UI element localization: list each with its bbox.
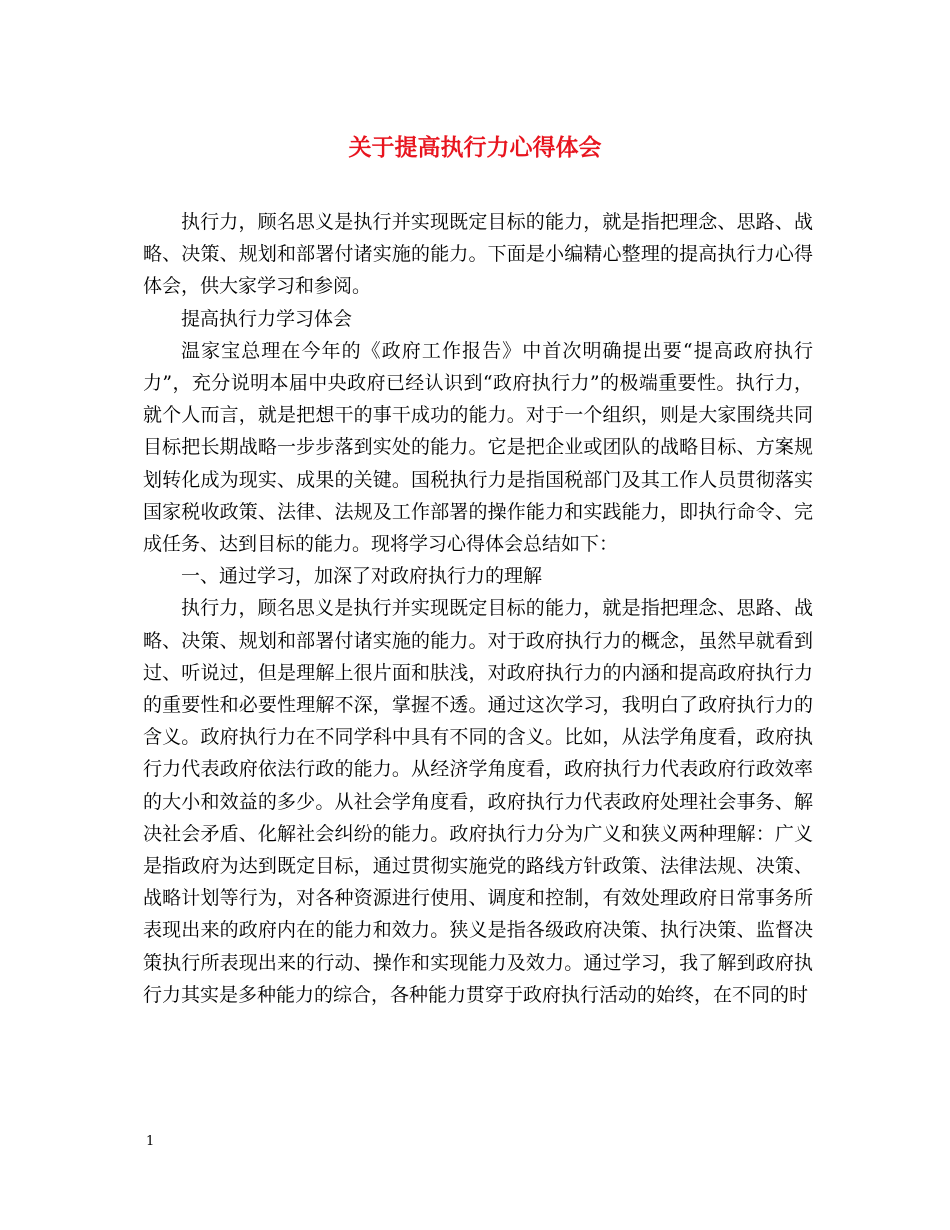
document-title: 关于提高执行力心得体会: [348, 135, 602, 161]
paragraph-understanding: 执行力，顾名思义是执行并实现既定目标的能力，就是指把理念、思路、战略、决策、规划和部署付诸实施的能力。对于政府执行力的概念，虽然早就看到过、听说过，但是理解上很片面和肤浅，对政府执行力的内涵和提高政府执行力的重要性和必要性理解不深，掌握不透。通过这次学习，我明白了政府执行力的含义。政府执行力在不同学科中具有不同的含义。比如，从法学角度看，政府执行力代表政府依法行政的能力。从经济学角度看，政府执行力代表政府行政效率的大小和效益的多少。从社会学角度看，政府执行力代表政府处理社会事务、解决社会矛盾、化解社会纠纷的能力。政府执行力分为广义和狭义两种理解：广义是指政府为达到既定目标，通过贯彻实施党的路线方针政策、法律法规、决策、战略计划等行为，对各种资源进行使用、调度和控制，有效处理政府日常事务所表现出来的政府内在的能力和效力。狭义是指各级政府决策、执行决策、监督决策执行所表现出来的行动、操作和实现能力及效力。通过学习，我了解到政府执行力其实是多种能力的综合，各种能力贯穿于政府执行活动的始终，在不同的时: [143, 597, 813, 1006]
paragraph-report: 温家宝总理在今年的《政府工作报告》中首次明确提出要“提高政府执行力”，充分说明本届中央政府已经认识到“政府执行力”的极端重要性。执行力，就个人而言，就是把想干的事干成功的能力。对于一个组织，则是大家围绕共同目标把长期战略一步步落到实处的能力。它是把企业或团队的战略目标、方案规划转化成为现实、成果的关键。国税执行力是指国税部门及其工作人员贯彻落实国家税收政策、法律、法规及工作部署的操作能力和实践能力，即执行命令、完成任务、达到目标的能力。现将学习心得体会总结如下：: [143, 339, 813, 556]
paragraph-intro: 执行力，顾名思义是执行并实现既定目标的能力，就是指把理念、思路、战略、决策、规划和部署付诸实施的能力。下面是小编精心整理的提高执行力心得体会，供大家学习和参阅。: [143, 211, 813, 298]
page-number: 1: [146, 1134, 155, 1149]
section-heading-one: 一、通过学习，加深了对政府执行力的理解: [181, 565, 543, 588]
document-body: [143, 206, 813, 1011]
paragraph-subheading: 提高执行力学习体会: [181, 307, 353, 330]
